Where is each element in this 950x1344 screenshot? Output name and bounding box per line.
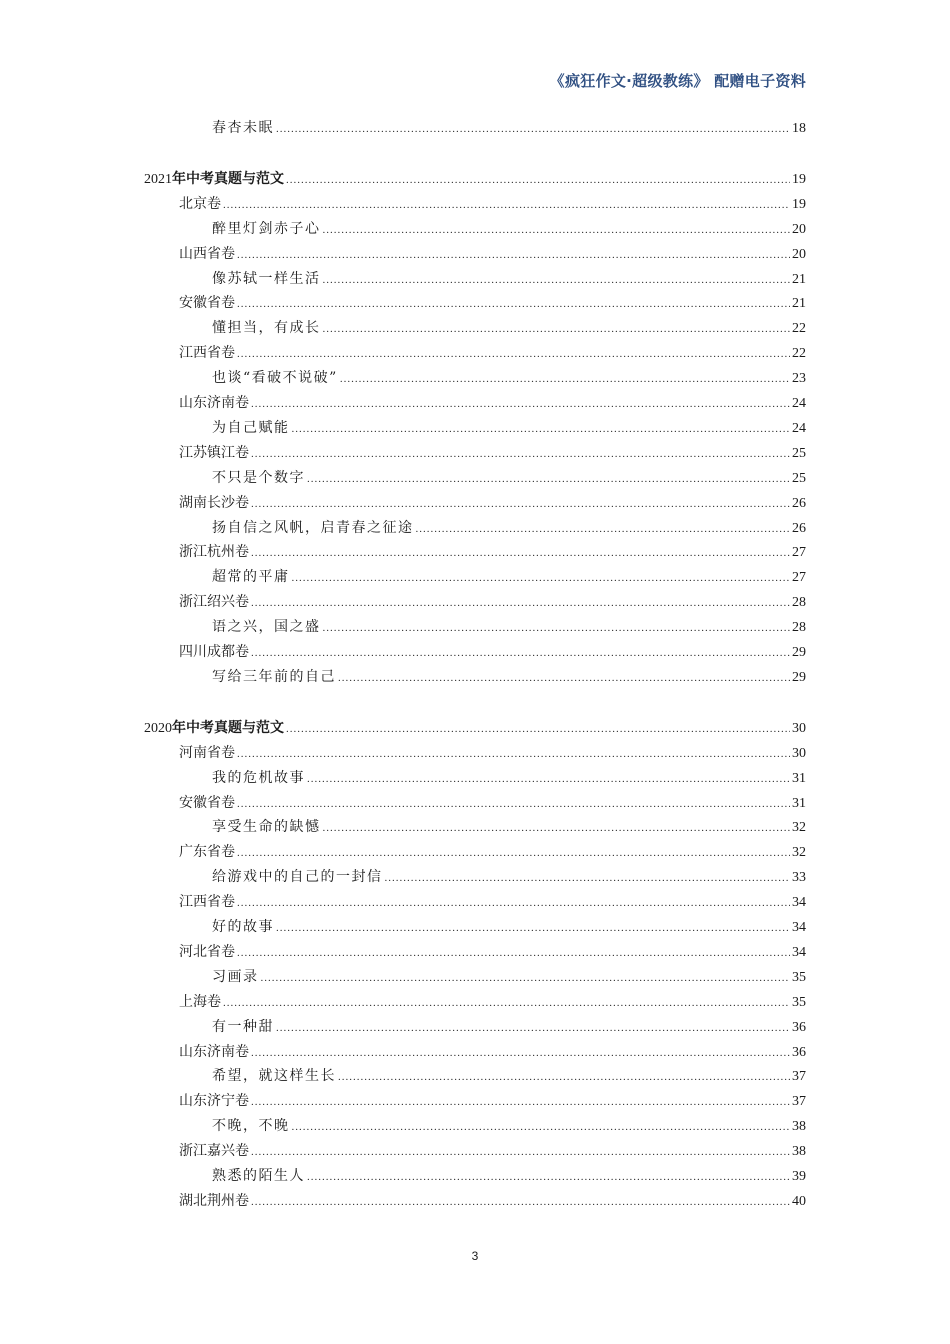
toc-region-entry[interactable] bbox=[179, 194, 806, 214]
toc-essay-entry[interactable] bbox=[212, 418, 806, 438]
toc-page-number: 31 bbox=[792, 795, 806, 811]
toc-leader-dots bbox=[251, 1092, 790, 1112]
toc-page-number: 33 bbox=[792, 870, 806, 886]
toc-entry-label: 有一种甜 bbox=[212, 1018, 274, 1035]
toc-entry-label: 扬自信之风帆，启青春之征途 bbox=[212, 519, 414, 536]
toc-leader-dots bbox=[323, 618, 791, 638]
toc-entry-label: 河北省卷 bbox=[179, 943, 235, 960]
toc-page-number: 27 bbox=[792, 545, 806, 561]
toc-leader-dots bbox=[251, 394, 790, 414]
toc-section-heading[interactable] bbox=[144, 169, 806, 189]
toc-entry-label: 懂担当，有成长 bbox=[212, 320, 321, 337]
toc-entry-label: 四川成都卷 bbox=[179, 644, 249, 660]
toc-page-number: 36 bbox=[792, 1044, 806, 1060]
toc-region-entry[interactable] bbox=[179, 542, 806, 562]
toc-page-number: 38 bbox=[792, 1119, 806, 1135]
toc-entry-label: 安徽省卷 bbox=[179, 794, 235, 811]
toc-region-entry[interactable] bbox=[179, 842, 806, 862]
toc-region-entry[interactable] bbox=[179, 892, 806, 912]
toc-region-entry[interactable] bbox=[179, 992, 806, 1012]
toc-leader-dots bbox=[223, 195, 790, 215]
toc-section-heading[interactable] bbox=[144, 718, 806, 738]
toc-leader-dots bbox=[340, 369, 790, 389]
toc-region-entry[interactable] bbox=[179, 393, 806, 413]
toc-region-entry[interactable] bbox=[179, 1091, 806, 1111]
toc-page-number: 39 bbox=[792, 1169, 806, 1184]
toc-section-title: 年中考真题与范文 bbox=[172, 170, 284, 187]
toc-entry-label: 安徽省卷 bbox=[179, 295, 235, 312]
toc-page-number: 35 bbox=[792, 969, 806, 985]
toc-page-number: 34 bbox=[792, 944, 806, 960]
toc-essay-entry[interactable] bbox=[212, 518, 806, 538]
toc-leader-dots bbox=[251, 444, 790, 464]
toc-entry-label: 山东济宁卷 bbox=[179, 1093, 249, 1110]
toc-page-number: 30 bbox=[792, 745, 806, 761]
toc-region-entry[interactable] bbox=[179, 942, 806, 962]
toc-leader-dots bbox=[251, 1192, 790, 1212]
toc-page-number: 36 bbox=[792, 1019, 806, 1035]
toc-page-number: 35 bbox=[792, 994, 806, 1010]
toc-page-number: 28 bbox=[792, 620, 806, 636]
toc-entry-label: 江西省卷 bbox=[179, 345, 235, 362]
toc-leader-dots bbox=[416, 519, 791, 539]
toc-entry-label: 为自己赋能 bbox=[212, 419, 290, 436]
toc-page-number: 26 bbox=[792, 495, 806, 511]
toc-leader-dots bbox=[385, 868, 791, 888]
toc-leader-dots bbox=[251, 1043, 790, 1063]
toc-page-number: 31 bbox=[792, 770, 806, 786]
toc-leader-dots bbox=[286, 719, 790, 739]
toc-leader-dots bbox=[251, 543, 790, 563]
toc-section-year: 2021 bbox=[144, 171, 172, 187]
toc-entry-label: 醉里灯剑赤子心 bbox=[212, 220, 321, 237]
toc-page-number: 25 bbox=[792, 470, 806, 486]
toc-region-entry[interactable] bbox=[179, 793, 806, 813]
toc-region-entry[interactable] bbox=[179, 1191, 806, 1211]
toc-entry-label: 河南省卷 bbox=[179, 744, 235, 761]
toc-entry-label: 像苏轼一样生活 bbox=[212, 270, 321, 287]
toc-entry-label: 也谈“看破不说破” bbox=[212, 370, 338, 387]
toc-essay-entry[interactable] bbox=[212, 768, 806, 788]
toc-leader-dots bbox=[237, 893, 790, 913]
toc-leader-dots bbox=[307, 769, 790, 789]
page-number: 3 bbox=[471, 1249, 479, 1263]
toc-entry-label: 春杏未眠 bbox=[212, 120, 274, 136]
toc-essay-entry[interactable] bbox=[212, 967, 806, 987]
toc-page-number: 32 bbox=[792, 845, 806, 861]
toc-page-number: 19 bbox=[792, 196, 806, 212]
toc-entry-label: 不晚，不晚 bbox=[212, 1118, 290, 1135]
toc-entry-label: 我的危机故事 bbox=[212, 769, 305, 786]
toc-leader-dots bbox=[261, 968, 791, 988]
toc-page-number: 32 bbox=[792, 820, 806, 836]
toc-essay-entry[interactable] bbox=[212, 219, 806, 239]
toc-region-entry[interactable] bbox=[179, 1141, 806, 1161]
toc-page-number: 21 bbox=[792, 296, 806, 312]
toc-page-number: 23 bbox=[792, 371, 806, 387]
toc-page-number: 40 bbox=[792, 1193, 806, 1209]
toc-entry-label: 希望，就这样生长 bbox=[212, 1068, 336, 1085]
toc-leader-dots bbox=[323, 270, 791, 290]
toc-entry-label: 习画录 bbox=[212, 968, 259, 985]
toc-region-entry[interactable] bbox=[179, 493, 806, 513]
toc-leader-dots bbox=[292, 419, 791, 439]
toc-page-number: 18 bbox=[792, 121, 806, 136]
toc-page-number: 34 bbox=[792, 895, 806, 911]
toc-page-number: 20 bbox=[792, 221, 806, 237]
toc-essay-entry[interactable] bbox=[212, 368, 806, 388]
toc-essay-entry[interactable] bbox=[212, 1166, 806, 1186]
toc-entry-label: 湖南长沙卷 bbox=[179, 494, 249, 511]
toc-page-number: 29 bbox=[792, 669, 806, 685]
toc-essay-entry[interactable] bbox=[212, 1066, 806, 1086]
toc-entry-label: 广东省卷 bbox=[179, 844, 235, 861]
toc-entry-label: 山东济南卷 bbox=[179, 395, 249, 411]
toc-page-number: 22 bbox=[792, 321, 806, 337]
toc-entry-label: 语之兴，国之盛 bbox=[212, 619, 321, 636]
toc-page-number: 24 bbox=[792, 420, 806, 436]
toc-region-entry[interactable] bbox=[179, 244, 806, 264]
toc-region-entry[interactable] bbox=[179, 343, 806, 363]
toc-essay-entry[interactable] bbox=[212, 917, 806, 937]
toc-page-number: 37 bbox=[792, 1069, 806, 1085]
toc-leader-dots bbox=[237, 344, 790, 364]
toc-leader-dots bbox=[237, 245, 790, 265]
toc-leader-dots bbox=[251, 643, 790, 663]
toc-essay-entry[interactable] bbox=[212, 617, 806, 637]
toc-page-number: 19 bbox=[792, 171, 806, 187]
toc-leader-dots bbox=[251, 494, 790, 514]
toc-entry-label: 好的故事 bbox=[212, 919, 274, 935]
toc-entry-label: 不只是个数字 bbox=[212, 469, 305, 486]
toc-leader-dots bbox=[237, 744, 790, 764]
toc-page-number: 34 bbox=[792, 920, 806, 935]
toc-entry-label: 江西省卷 bbox=[179, 894, 235, 911]
toc-leader-dots bbox=[323, 818, 791, 838]
toc-page-number: 26 bbox=[792, 520, 806, 536]
toc-leader-dots bbox=[237, 943, 790, 963]
toc-essay-entry[interactable] bbox=[212, 1017, 806, 1037]
toc-leader-dots bbox=[323, 220, 791, 240]
toc-essay-entry[interactable] bbox=[212, 817, 806, 837]
toc-leader-dots bbox=[237, 294, 790, 314]
toc-page-number: 29 bbox=[792, 645, 806, 660]
toc-entry-label: 写给三年前的自己 bbox=[212, 668, 336, 685]
toc-page-number: 25 bbox=[792, 445, 806, 461]
toc-entry-label: 湖北荆州卷 bbox=[179, 1192, 249, 1209]
toc-page-number: 24 bbox=[792, 396, 806, 411]
toc-leader-dots bbox=[237, 843, 790, 863]
toc-entry-label: 给游戏中的自己的一封信 bbox=[212, 869, 383, 886]
toc-region-entry[interactable] bbox=[179, 1042, 806, 1062]
toc-region-entry[interactable] bbox=[179, 592, 806, 612]
toc-essay-entry[interactable] bbox=[212, 667, 806, 687]
toc-page-number: 20 bbox=[792, 246, 806, 262]
toc-entry-label: 山西省卷 bbox=[179, 245, 235, 262]
toc-leader-dots bbox=[276, 1018, 790, 1038]
toc-leader-dots bbox=[338, 1067, 790, 1087]
toc-leader-dots bbox=[237, 794, 790, 814]
toc-entry-label: 浙江杭州卷 bbox=[179, 544, 249, 561]
toc-essay-entry[interactable] bbox=[212, 118, 806, 138]
toc-leader-dots bbox=[251, 593, 790, 613]
toc-leader-dots bbox=[276, 119, 790, 139]
toc-entry-label: 享受生命的缺憾 bbox=[212, 819, 321, 836]
toc-entry-label: 上海卷 bbox=[179, 993, 221, 1010]
toc-entry-label: 山东济南卷 bbox=[179, 1043, 249, 1060]
toc-page-number: 28 bbox=[792, 595, 806, 611]
toc-entry-label: 浙江绍兴卷 bbox=[179, 594, 249, 611]
toc-page-number: 27 bbox=[792, 570, 806, 586]
toc-essay-entry[interactable] bbox=[212, 318, 806, 338]
toc-page-number: 38 bbox=[792, 1144, 806, 1160]
toc-essay-entry[interactable] bbox=[212, 867, 806, 887]
toc-region-entry[interactable] bbox=[179, 743, 806, 763]
toc-leader-dots bbox=[338, 668, 790, 688]
toc-section-year: 2020 bbox=[144, 720, 172, 736]
toc-essay-entry[interactable] bbox=[212, 468, 806, 488]
toc-leader-dots bbox=[223, 993, 790, 1013]
toc-leader-dots bbox=[276, 918, 790, 938]
toc-essay-entry[interactable] bbox=[212, 567, 806, 587]
toc-page-number: 37 bbox=[792, 1094, 806, 1110]
toc-section-title: 年中考真题与范文 bbox=[172, 719, 284, 736]
toc-leader-dots bbox=[307, 1167, 790, 1187]
toc-entry-label: 熟悉的陌生人 bbox=[212, 1168, 305, 1184]
toc-page-number: 21 bbox=[792, 271, 806, 287]
document-header: 《疯狂作文·超级教练》 配赠电子资料 bbox=[549, 72, 806, 90]
toc-leader-dots bbox=[251, 1142, 790, 1162]
toc-page-number: 22 bbox=[792, 346, 806, 362]
toc-leader-dots bbox=[292, 568, 791, 588]
toc-entry-label: 北京卷 bbox=[179, 195, 221, 212]
toc-leader-dots bbox=[307, 469, 790, 489]
toc-leader-dots bbox=[292, 1117, 791, 1137]
toc-leader-dots bbox=[286, 170, 790, 190]
toc-essay-entry[interactable] bbox=[212, 1116, 806, 1136]
toc-essay-entry[interactable] bbox=[212, 269, 806, 289]
toc-entry-label: 江苏镇江卷 bbox=[179, 444, 249, 461]
toc-entry-label: 浙江嘉兴卷 bbox=[179, 1143, 249, 1160]
toc-leader-dots bbox=[323, 319, 791, 339]
toc-region-entry[interactable] bbox=[179, 293, 806, 313]
toc-entry-label: 超常的平庸 bbox=[212, 569, 290, 586]
toc-page-number: 30 bbox=[792, 720, 806, 736]
toc-region-entry[interactable] bbox=[179, 642, 806, 662]
toc-region-entry[interactable] bbox=[179, 443, 806, 463]
toc-entry-label bbox=[144, 718, 284, 739]
toc-entry-label bbox=[144, 169, 284, 190]
